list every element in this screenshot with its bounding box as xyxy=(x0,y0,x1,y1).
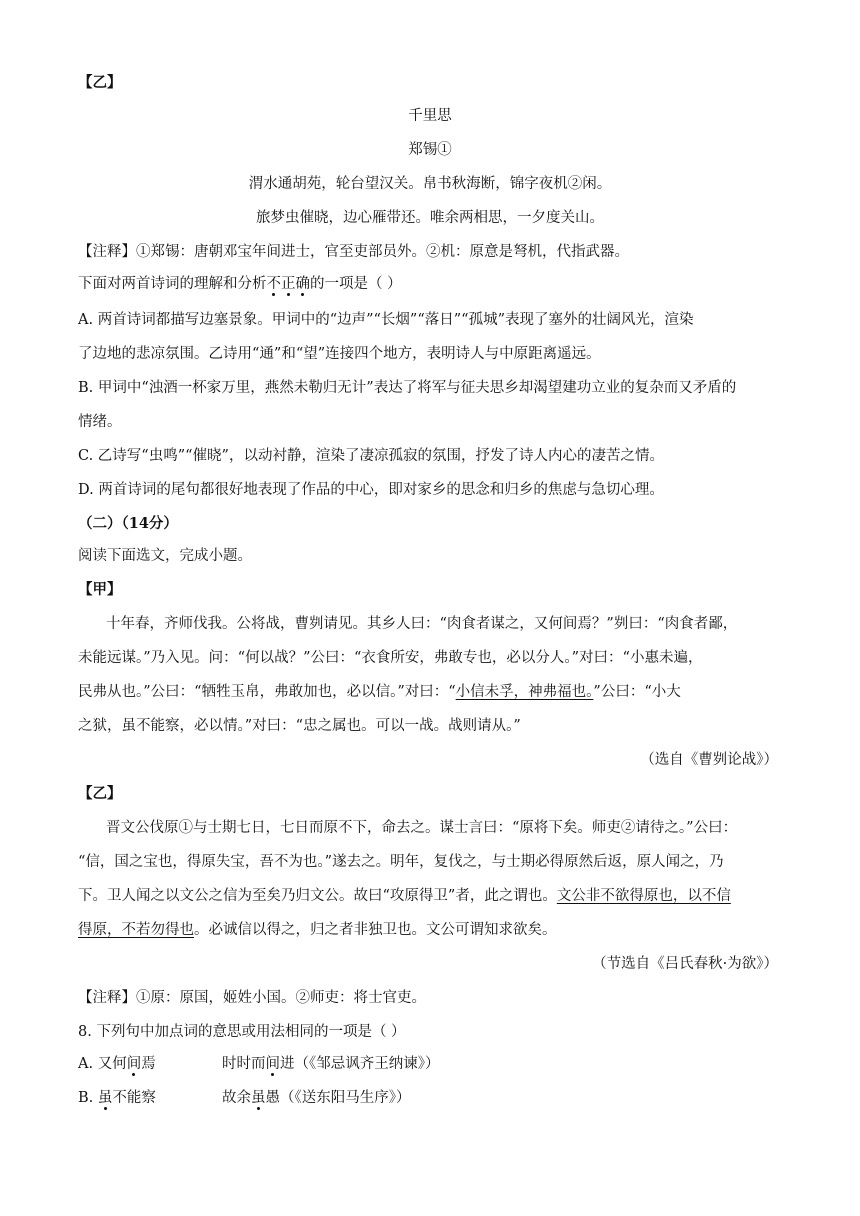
yi-note: 【注释】①原：原国，姬姓小国。②师吏：将士官吏。 xyxy=(78,990,426,1006)
jia-passage-line: 之狱，虽不能察，必以情。”对曰：“忠之属也。可以一战。战则请从。” xyxy=(78,718,521,734)
yi-passage-line: “信，国之宝也，得原失宝，吾不为也。”遂去之。明年，复伐之，与士期必得原然后返，原人闻之，乃 xyxy=(78,854,724,870)
passage-text: 。必诚信以得之，归之者非独卫也。文公可谓知求欲矣。 xyxy=(194,922,557,938)
yi-source: （节选自《吕氏春秋·为欲》） xyxy=(592,956,778,972)
emphasis-dot-char: 虽 xyxy=(97,1090,113,1106)
section-heading-yi: 【乙】 xyxy=(78,74,122,91)
stem-text: 的一项是（ ） xyxy=(310,276,402,292)
question-7-stem xyxy=(78,274,402,294)
emphasis-dot-char: 虽 xyxy=(251,1090,266,1106)
q8-option-b-left: B. 虽不能察 xyxy=(78,1090,156,1106)
underlined-sentence: 小信未孚，神弗福也。 xyxy=(455,684,594,700)
yi-passage-line xyxy=(78,886,731,906)
emphasis-dot-char: 不 xyxy=(266,276,281,292)
poem-line: 渭水通胡苑，轮台望汉关。帛书秋海断，锦字夜机②闲。 xyxy=(248,176,612,192)
q8-option-a-right: 时时而间进（《邹忌讽齐王纳谏》） xyxy=(222,1056,440,1072)
emphasis-dot-char: 间 xyxy=(265,1056,280,1072)
section-heading-jia: 【甲】 xyxy=(78,581,122,598)
jia-passage-line: 未能远谋。”乃入见。问：“何以战？”公曰：“衣食所安，弗敢专也，必以分人。”对曰：“小惠未遍， xyxy=(78,650,703,666)
yi-passage-line xyxy=(78,920,557,940)
option-b-cont: 情绪。 xyxy=(78,414,122,430)
passage-text: ”公曰：“小大 xyxy=(593,684,681,700)
poem-author: 郑锡① xyxy=(408,142,452,158)
jia-passage-line: 十年春，齐师伐我。公将战，曹刿请见。其乡人曰：“肉食者谋之，又何间焉？”刿曰：“肉食者鄙， xyxy=(106,616,738,632)
poem-line: 旅梦虫催晓，边心雁带还。唯余两相思，一夕度关山。 xyxy=(256,210,604,226)
q8-option-b-right: 故余虽愚（《送东阳马生序》） xyxy=(222,1090,411,1106)
option-a: A. 两首诗词都描写边塞景象。甲词中的“边声”“长烟”“落日”“孤城”表现了塞外的壮阔风光，渲染 xyxy=(78,312,694,328)
stem-text: 下面对两首诗词的理解和分析 xyxy=(78,276,267,292)
underlined-sentence: 文公非不欲得原也，以不信 xyxy=(556,888,731,904)
jia-source: （选自《曹刿论战》） xyxy=(640,752,778,768)
section-heading-yi: 【乙】 xyxy=(78,785,122,802)
option-c: C. 乙诗写“虫鸣”“催晓”，以动衬静，渲染了凄凉孤寂的氛围，抒发了诗人内心的凄苦之情。 xyxy=(78,448,664,464)
passage-text: 民弗从也。”公曰：“牺牲玉帛，弗敢加也，必以信。”对曰：“ xyxy=(78,684,456,700)
q8-option-a-left: A. 又何间焉 xyxy=(78,1056,156,1072)
question-8-stem: 8. 下列句中加点词的意思或用法相同的一项是（ ） xyxy=(78,1024,406,1040)
emphasis-dot-char: 确 xyxy=(295,276,310,292)
poem-title: 千里思 xyxy=(408,108,452,124)
poem-note: 【注释】①郑锡：唐朝邓宝年间进士，官至吏部员外。②机：原意是弩机，代指武器。 xyxy=(78,244,629,260)
section-2-heading: （二）（14分） xyxy=(78,515,178,532)
yi-passage-line: 晋文公伐原①与士期七日，七日而原不下，命去之。谋士言曰：“原将下矣。师吏②请待之。”公曰： xyxy=(106,820,738,836)
option-a-cont: 了边地的悲凉氛围。乙诗用“通”和“望”连接四个地方，表明诗人与中原距离遥远。 xyxy=(78,346,601,362)
underlined-sentence: 得原，不若勿得也 xyxy=(78,922,194,938)
option-b: B. 甲词中“浊酒一杯家万里，燕然未勒归无计”表达了将军与征夫思乡却渴望建功立业的复杂而又矛盾的 xyxy=(78,380,737,396)
jia-passage-line xyxy=(78,682,681,702)
passage-text: 下。卫人闻之以文公之信为至矣乃归文公。故曰“攻原得卫”者，此之谓也。 xyxy=(78,888,557,904)
emphasis-dot-char: 间 xyxy=(126,1056,142,1072)
instruction: 阅读下面选文，完成小题。 xyxy=(78,548,252,564)
option-d: D. 两首诗词的尾句都很好地表现了作品的中心，即对家乡的思念和归乡的焦虑与急切心理。 xyxy=(78,482,664,498)
emphasis-dot-char: 正 xyxy=(281,276,296,292)
